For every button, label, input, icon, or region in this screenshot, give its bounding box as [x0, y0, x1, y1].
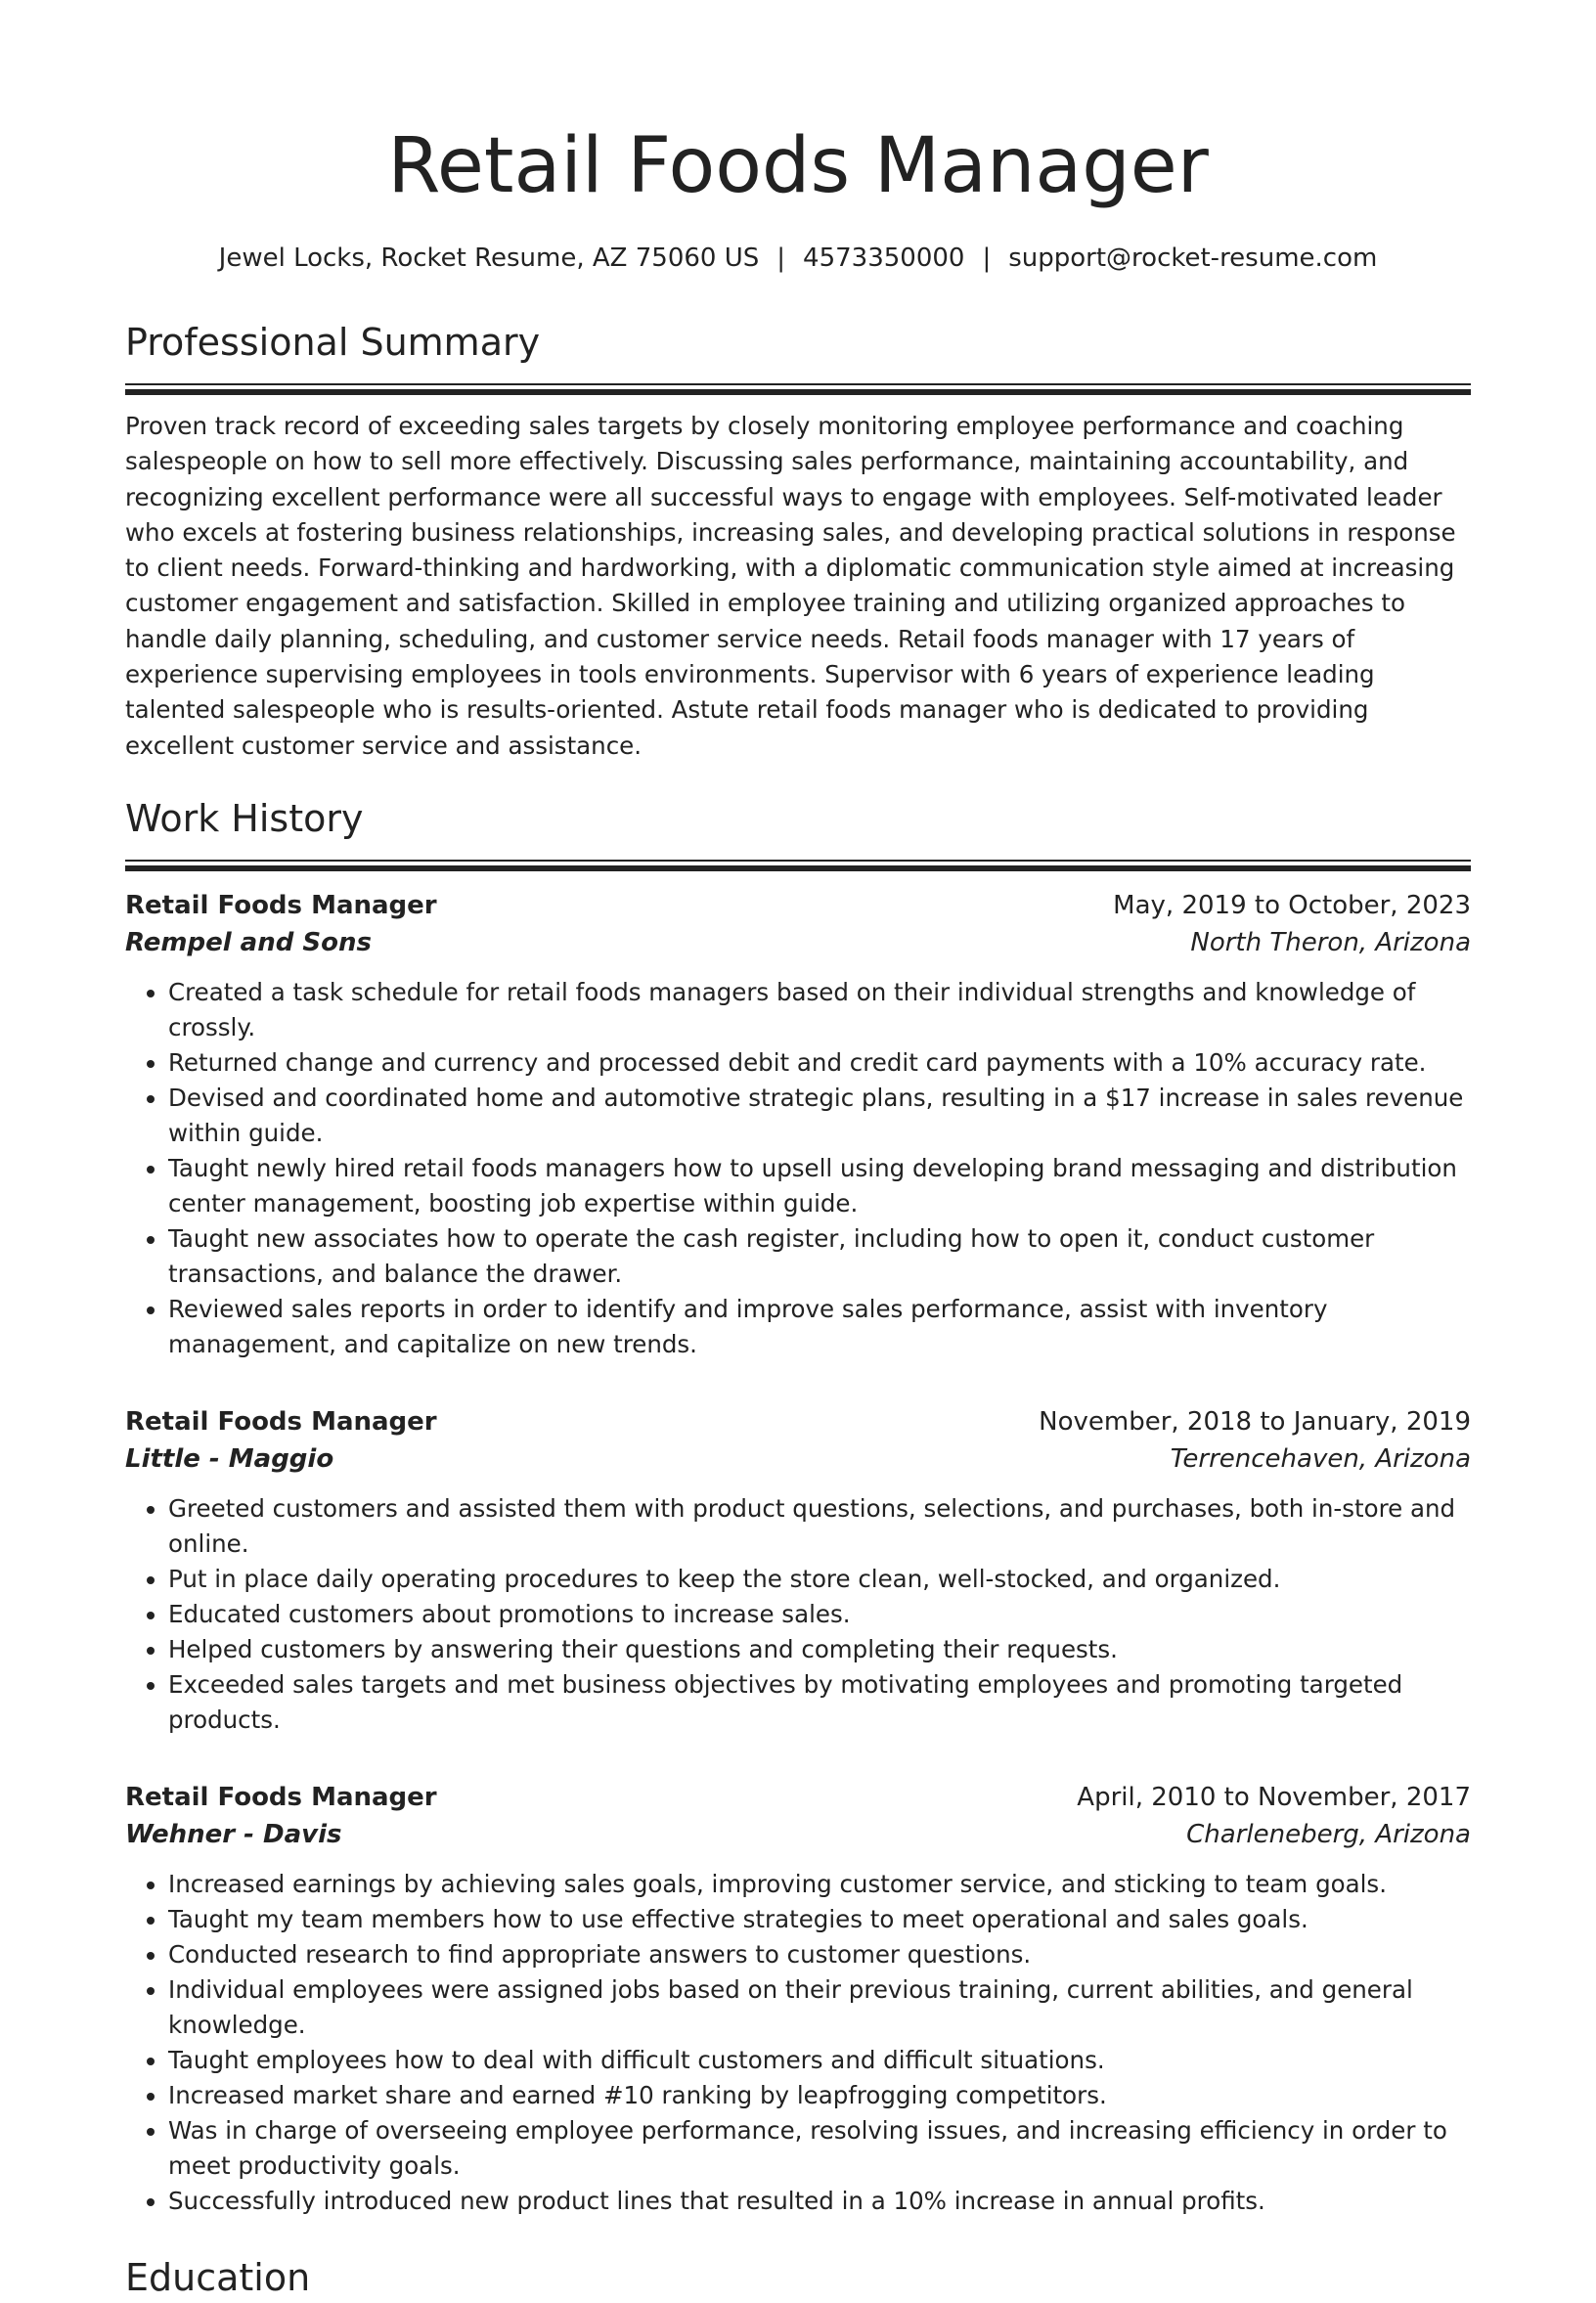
job-title: Retail Foods Manager [125, 890, 437, 920]
section-divider [125, 383, 1471, 393]
job-bullet: • Successfully introduced new product lines that resulted in a 10% increase in annual profits. [168, 2184, 1471, 2219]
job-bullet: • Conducted research to find appropriate answers to customer questions. [168, 1937, 1471, 1972]
job-header-row [125, 1779, 1471, 1816]
job-entry [125, 1779, 1471, 2219]
education-section [125, 2252, 1471, 2303]
job-bullet: • Increased earnings by achieving sales goals, improving customer service, and sticking to team goals. [168, 1867, 1471, 1902]
job-bullet: • Individual employees were assigned jobs based on their previous training, current abilities, and general knowledge. [168, 1972, 1471, 2043]
job-bullet: • Devised and coordinated home and automotive strategic plans, resulting in a $17 increase in sales revenue within guide. [168, 1081, 1471, 1151]
contact-line [125, 241, 1471, 276]
job-bullet: • Increased market share and earned #10 ranking by leapfrogging competitors. [168, 2078, 1471, 2113]
contact-separator: | [776, 244, 786, 273]
job-bullet: • Taught newly hired retail foods managers how to upsell using developing brand messaging and distribution center management, boosting job expertise within guide. [168, 1151, 1471, 1221]
job-bullet: • Reviewed sales reports in order to identify and improve sales performance, assist with inventory management, and capitalize on new trends. [168, 1292, 1471, 1362]
job-company-row [125, 1440, 1471, 1478]
job-bullet-list [125, 975, 1471, 1362]
job-bullet: • Taught employees how to deal with difficult customers and difficult situations. [168, 2043, 1471, 2078]
resume-title: Retail Foods Manager [387, 122, 1209, 210]
job-bullet: • Helped customers by answering their questions and completing their requests. [168, 1632, 1471, 1667]
summary-section [125, 317, 1471, 764]
education-heading: Education [125, 2255, 311, 2299]
job-bullet: • Exceeded sales targets and met business objectives by motivating employees and promoting targeted products. [168, 1667, 1471, 1738]
job-location: Terrencehaven, Arizona [1170, 1443, 1471, 1474]
contact-email: support@rocket-resume.com [1008, 244, 1378, 273]
contact-address: Jewel Locks, Rocket Resume, AZ 75060 US [218, 244, 760, 273]
job-bullet: • Taught my team members how to use effective strategies to meet operational and sales goals. [168, 1902, 1471, 1937]
job-entry [125, 887, 1471, 1362]
job-list [125, 887, 1471, 2219]
job-entry [125, 1403, 1471, 1738]
job-bullet: • Put in place daily operating procedures to keep the store clean, well-stocked, and organized. [168, 1562, 1471, 1597]
job-bullet-list [125, 1491, 1471, 1738]
summary-text: Proven track record of exceeding sales targets by closely monitoring employee performance and coaching salespeople on how to sell more effectively. Discussing sales performance, maintaining accountability, and recognizing excellent performance were all successful ways to engage with employees. Self-motivated leader who excels at fostering business relationships, increasing sales, and developing practical solutions in response to client needs. Forward-thinking and hardworking, with a diplomatic communication style aimed at increasing customer engagement and satisfaction. Skilled in employee training and utilizing organized approaches to handle daily planning, scheduling, and customer service needs. Retail foods manager with 17 years of experience supervising employees in tools environments. Supervisor with 6 years of experience leading talented salespeople who is results-oriented. Astute retail foods manager who is dedicated to providing excellent customer service and assistance. [125, 412, 1456, 760]
job-dates: November, 2018 to January, 2019 [1039, 1406, 1471, 1437]
job-location: North Theron, Arizona [1190, 927, 1471, 957]
job-location: Charleneberg, Arizona [1186, 1819, 1471, 1849]
work-history-section [125, 793, 1471, 2219]
job-title: Retail Foods Manager [125, 1406, 437, 1437]
job-company: Little - Maggio [125, 1443, 334, 1474]
job-bullet: • Greeted customers and assisted them with product questions, selections, and purchases, both in-store and online. [168, 1491, 1471, 1562]
job-company-row [125, 1816, 1471, 1853]
job-bullet: • Educated customers about promotions to increase sales. [168, 1597, 1471, 1632]
job-header-row [125, 887, 1471, 924]
job-bullet: • Taught new associates how to operate the cash register, including how to open it, conduct customer transactions, and balance the drawer. [168, 1221, 1471, 1292]
contact-separator: | [982, 244, 992, 273]
job-bullet-list [125, 1867, 1471, 2219]
job-title: Retail Foods Manager [125, 1782, 437, 1812]
section-divider [125, 860, 1471, 869]
job-company: Wehner - Davis [125, 1819, 342, 1849]
job-company-row [125, 924, 1471, 961]
job-bullet: • Was in charge of overseeing employee performance, resolving issues, and increasing efficiency in order to meet productivity goals. [168, 2113, 1471, 2184]
work-history-heading: Work History [125, 796, 364, 840]
contact-phone: 4573350000 [803, 244, 965, 273]
job-dates: May, 2019 to October, 2023 [1113, 890, 1471, 920]
job-header-row [125, 1403, 1471, 1440]
job-bullet: • Returned change and currency and processed debit and credit card payments with a 10% accuracy rate. [168, 1045, 1471, 1081]
job-bullet: • Created a task schedule for retail foods managers based on their individual strengths and knowledge of crossly. [168, 975, 1471, 1045]
summary-heading: Professional Summary [125, 321, 541, 364]
job-company: Rempel and Sons [125, 927, 372, 957]
job-dates: April, 2010 to November, 2017 [1077, 1782, 1471, 1812]
